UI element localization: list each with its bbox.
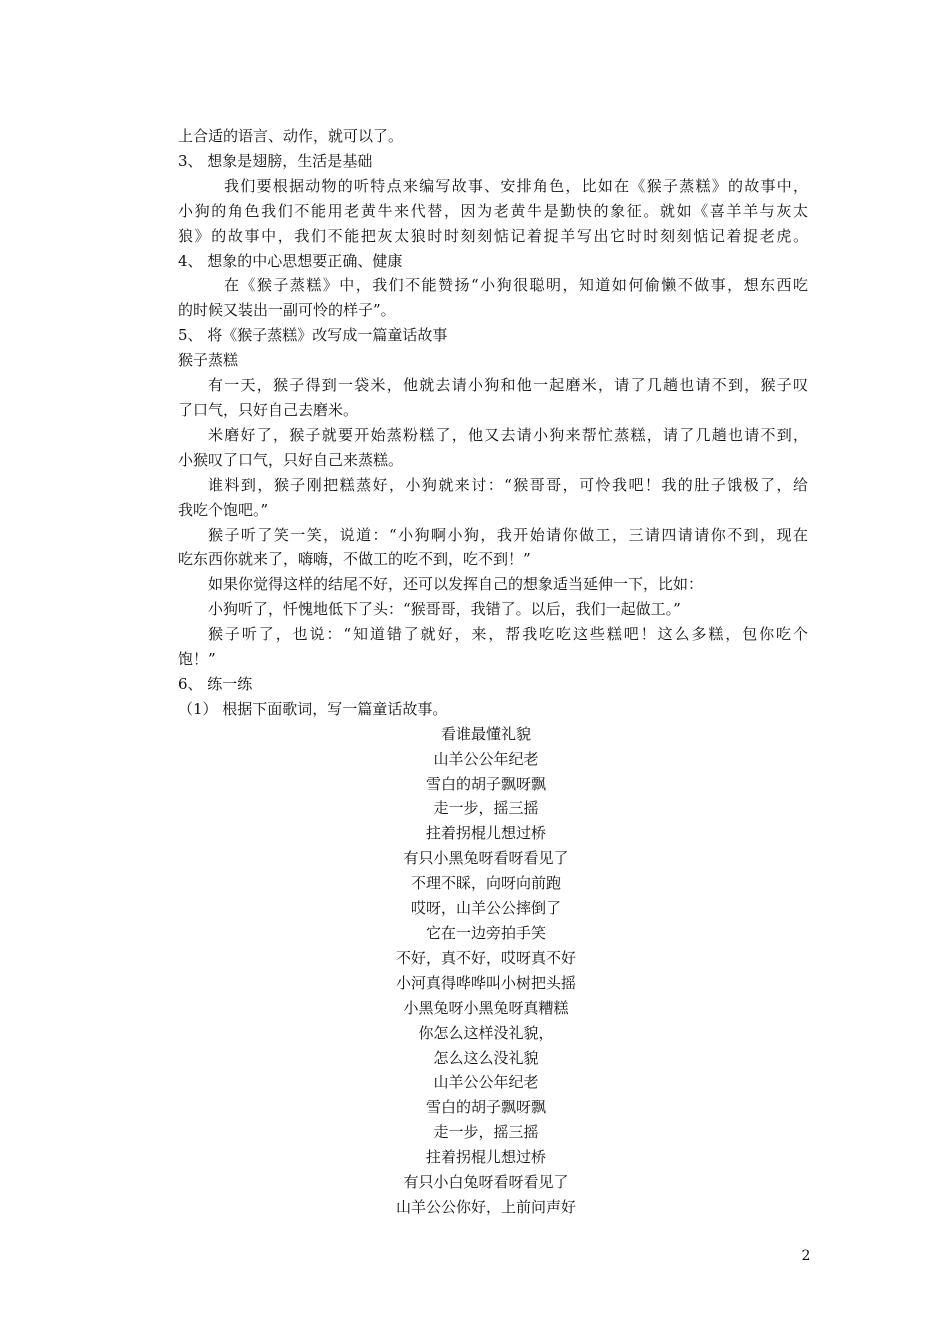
text-line: 小猴叹了口气，只好自己来蒸糕。 xyxy=(178,450,404,469)
text-line: 5、 将《猴子蒸糕》改写成一篇童话故事 xyxy=(178,326,448,345)
lyric-line: 山羊公公你好，上前问声好 xyxy=(395,1197,576,1216)
text-line: 小狗的角色我们不能用老黄牛来代替，因为老黄牛是勤快的象征。就如《喜羊羊与灰太 xyxy=(178,201,808,220)
lyric-line: 雪白的胡子飘呀飘 xyxy=(425,774,546,793)
text-line: 猴子听了笑一笑，说道：“小狗啊小狗，我开始请你做工，三请四请请你不到，现在 xyxy=(208,525,808,544)
text-line: 我吃个饱吧。” xyxy=(178,500,269,519)
text-line: 狼》的故事中，我们不能把灰太狼时时刻刻惦记着捉羊写出它时时刻刻惦记着捉老虎。 xyxy=(178,226,808,245)
text-line: 在《猴子蒸糕》中，我们不能赞扬“小狗很聪明，知道如何偷懒不做事，想东西吃 xyxy=(224,276,808,295)
text-line: 了口气，只好自己去磨米。 xyxy=(178,400,359,419)
lyric-line: 山羊公公年纪老 xyxy=(433,1073,539,1092)
text-line: 4、 想象的中心思想要正确、健康 xyxy=(178,251,403,270)
text-line: 有一天，猴子得到一袋米，他就去请小狗和他一起磨米，请了几趟也请不到，猴子叹 xyxy=(208,376,808,395)
lyric-line: 有只小白兔呀看呀看见了 xyxy=(403,1173,569,1192)
lyric-line: 走一步，摇三摇 xyxy=(433,1123,539,1142)
page-number: 2 xyxy=(801,1248,811,1264)
lyric-line: 怎么这么没礼貌 xyxy=(433,1048,539,1067)
lyric-line: 小河真得哗哗叫小树把头摇 xyxy=(395,973,576,992)
text-line: 上合适的语言、动作，就可以了。 xyxy=(178,127,404,145)
lyric-line: 哎呀，山羊公公摔倒了 xyxy=(410,899,561,918)
lyric-line: 雪白的胡子飘呀飘 xyxy=(425,1098,546,1117)
lyric-line: 它在一边旁拍手笑 xyxy=(425,924,546,942)
text-line: 的时候又装出一副可怜的样子”。 xyxy=(178,301,396,320)
lyric-line: 看谁最懂礼貌 xyxy=(440,724,531,743)
text-line: 米磨好了，猴子就要开始蒸粉糕了，他又去请小狗来帮忙蒸糕，请了几趟也请不到， xyxy=(208,425,808,444)
page-body xyxy=(178,124,808,1220)
lyric-line: 你怎么这样没礼貌， xyxy=(418,1023,554,1042)
lyric-line: 走一步，摇三摇 xyxy=(433,799,539,818)
text-line: 6、 练一练 xyxy=(178,674,253,693)
text-line: 吃东西你就来了，嗨嗨，不做工的吃不到，吃不到！” xyxy=(178,550,531,569)
lyric-line: 拄着拐棍儿想过桥 xyxy=(425,1148,546,1167)
lyric-line: 不好，真不好，哎呀真不好 xyxy=(395,948,576,967)
lyric-line: 山羊公公年纪老 xyxy=(433,749,539,768)
lyric-line: 有只小黑兔呀看呀看见了 xyxy=(403,849,569,868)
text-line: 我们要根据动物的听特点来编写故事、安排角色，比如在《猴子蒸糕》的故事中， xyxy=(224,176,808,195)
lyric-line: 小黑兔呀小黑兔呀真糟糕 xyxy=(403,998,569,1017)
text-line: 谁料到，猴子刚把糕蒸好，小狗就来讨：“猴哥哥，可怜我吧！我的肚子饿极了，给 xyxy=(208,475,808,494)
text-line: 小狗听了，忏愧地低下了头：“猴哥哥，我错了。以后，我们一起做工。” xyxy=(208,600,681,619)
paragraph-list xyxy=(178,124,808,722)
lyric-line: 不理不睬，向呀向前跑 xyxy=(410,874,561,893)
text-line: 猴子蒸糕 xyxy=(178,351,239,370)
song-lyrics xyxy=(178,722,808,1220)
text-line: 如果你觉得这样的结尾不好，还可以发挥自己的想象适当延伸一下，比如： xyxy=(208,575,704,594)
text-line: 猴子听了，也说：“知道错了就好，来，帮我吃吃这些糕吧！这么多糕，包你吃个 xyxy=(208,625,808,644)
text-line: （1） 根据下面歌词，写一篇童话故事。 xyxy=(178,699,448,718)
text-line: 3、 想象是翅膀，生活是基础 xyxy=(178,151,373,170)
text-line: 饱！” xyxy=(178,650,216,669)
lyric-line: 拄着拐棍儿想过桥 xyxy=(425,824,546,843)
